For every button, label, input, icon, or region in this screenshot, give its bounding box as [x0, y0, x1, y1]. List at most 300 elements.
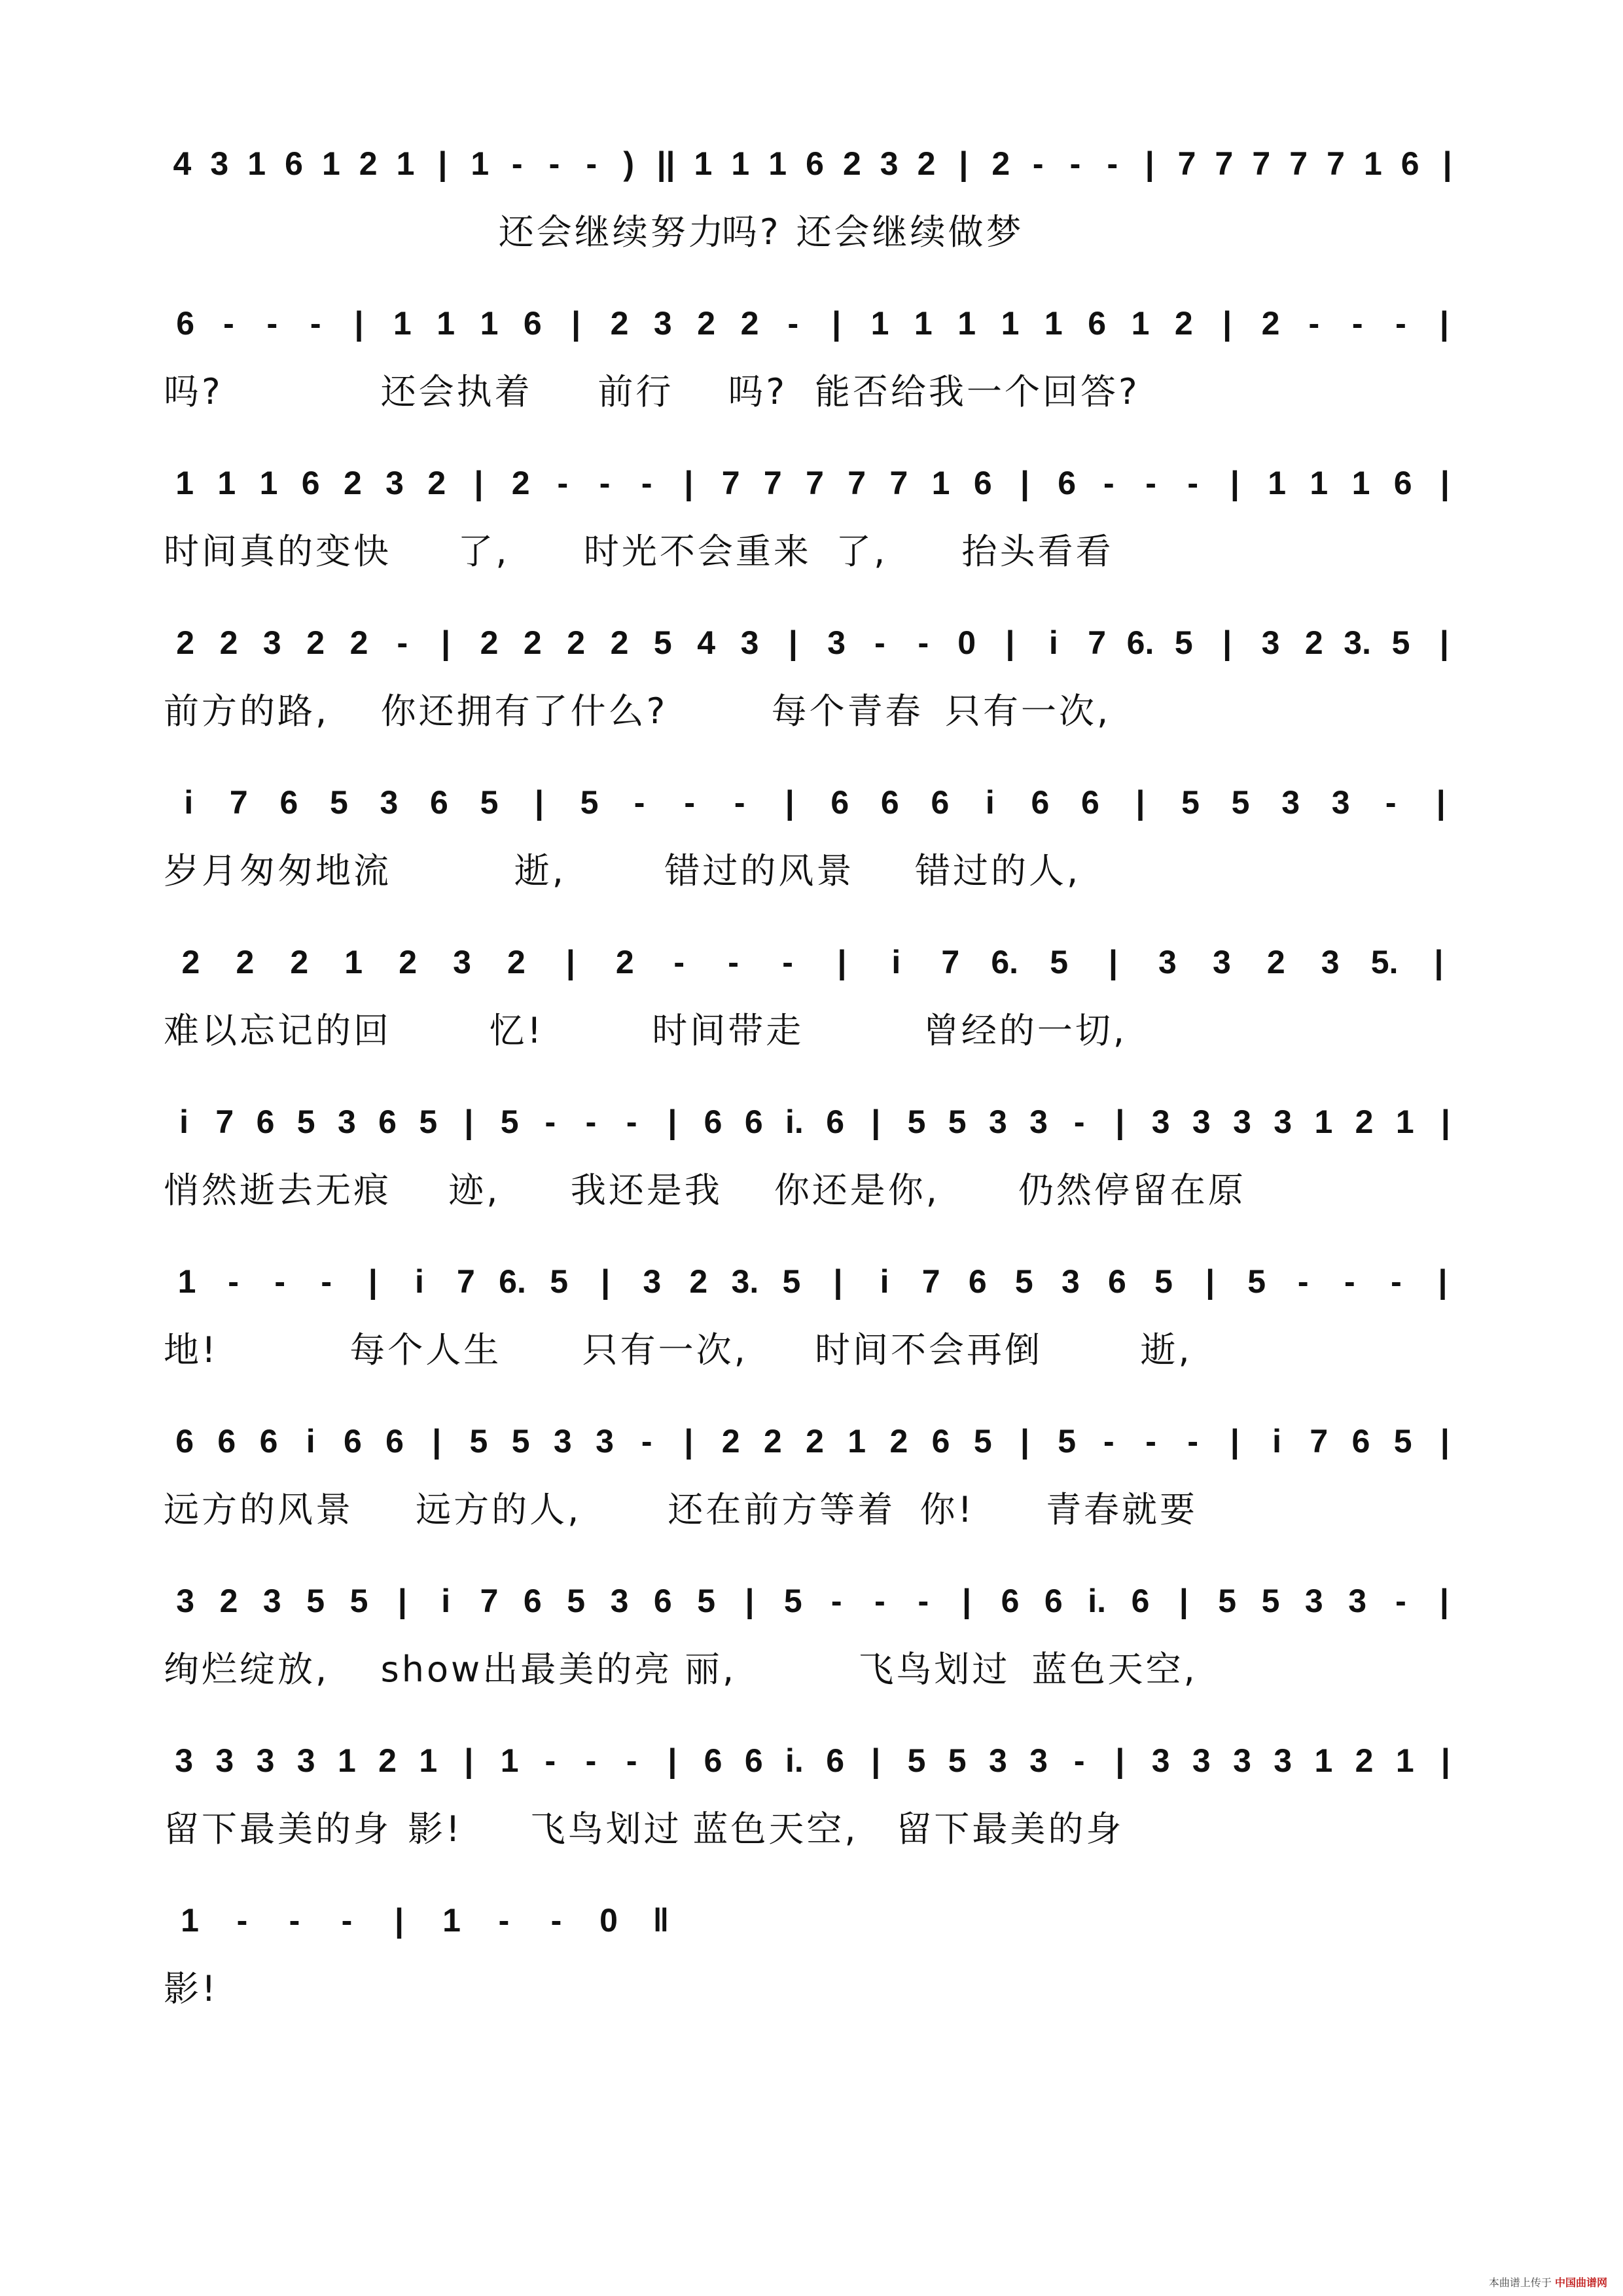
note: 1	[1351, 465, 1370, 501]
lyric-phrase: 吗?	[721, 211, 781, 253]
note: 2	[427, 465, 446, 501]
note: 1	[1131, 305, 1150, 342]
note: 1	[1395, 1103, 1414, 1140]
note: 1	[175, 465, 194, 501]
note: -	[641, 1423, 652, 1460]
note: 3	[1348, 1583, 1367, 1619]
note: 5	[329, 784, 348, 821]
barline: |	[1440, 1423, 1450, 1460]
note: 5	[1261, 1583, 1280, 1619]
note: -	[498, 1902, 510, 1939]
note: 6	[826, 1103, 844, 1140]
note: -	[626, 1742, 637, 1779]
lyric-line	[0, 689, 1623, 741]
notation-line	[0, 763, 1623, 842]
note: 5	[567, 1583, 586, 1619]
note: 1	[1395, 1742, 1414, 1779]
note: 6	[806, 145, 824, 182]
lyric-phrase: 时间不会再倒	[815, 1329, 1043, 1371]
note: 1	[1310, 465, 1329, 501]
lyric-phrase: 还会继续做梦	[796, 211, 1024, 253]
lyric-line	[0, 1487, 1623, 1539]
barline: |	[1436, 784, 1446, 821]
footer-credit	[1489, 2274, 1607, 2289]
note: 5	[1050, 944, 1069, 980]
lyric-phrase: 忆!	[489, 1010, 544, 1051]
barline: |	[1005, 624, 1015, 661]
note: 4	[173, 145, 192, 182]
note: -	[1069, 145, 1081, 182]
note: 3	[988, 1742, 1007, 1779]
note: 0	[957, 624, 976, 661]
note: 6	[704, 1103, 722, 1140]
note: -	[1145, 1423, 1156, 1460]
note: i	[1048, 624, 1058, 661]
lyric-phrase: 我还是我	[570, 1170, 722, 1211]
note: -	[585, 1742, 597, 1779]
lyric-phrase: 只有一次,	[582, 1329, 748, 1371]
note: 6	[931, 784, 950, 821]
barline: |	[1222, 305, 1232, 342]
note: 5	[1218, 1583, 1237, 1619]
note: 1	[931, 465, 950, 501]
note: 5	[306, 1583, 325, 1619]
note: 6	[378, 1103, 397, 1140]
note: -	[1073, 1103, 1085, 1140]
note: 1	[419, 1742, 438, 1779]
note: 5	[1014, 1263, 1033, 1300]
note: 2	[1355, 1103, 1374, 1140]
barline: |	[788, 624, 798, 661]
barline: |	[1439, 624, 1449, 661]
note: -	[1145, 465, 1156, 501]
barline: |	[1222, 624, 1232, 661]
note: 6	[704, 1742, 722, 1779]
lyric-phrase: 丽,	[685, 1649, 737, 1690]
note: 2	[615, 944, 634, 980]
note: 5	[1247, 1263, 1266, 1300]
note: 3	[1274, 1103, 1293, 1140]
note: 3	[596, 1423, 614, 1460]
note: 5	[550, 1263, 568, 1300]
note: -	[728, 944, 739, 980]
note: 1	[437, 305, 455, 342]
note: i	[880, 1263, 889, 1300]
barline: |	[535, 784, 544, 821]
lyric-line	[0, 369, 1623, 422]
barline: |	[1440, 1103, 1450, 1140]
note: 6.	[1126, 624, 1154, 661]
note: 2	[610, 624, 629, 661]
note: 5	[782, 1263, 801, 1300]
note: 1	[344, 944, 363, 980]
note: 3	[385, 465, 404, 501]
note: i	[306, 1423, 315, 1460]
note: 1	[1314, 1742, 1333, 1779]
barline: |	[565, 944, 575, 980]
note: -	[1103, 465, 1115, 501]
note: 7	[457, 1263, 475, 1300]
note: 2	[806, 1423, 824, 1460]
note: 1	[217, 465, 236, 501]
note: 7	[1310, 1423, 1329, 1460]
lyric-phrase: 前方的路,	[164, 691, 330, 732]
note: 2	[236, 944, 255, 980]
barline: |	[1230, 1423, 1240, 1460]
note: 3	[1281, 784, 1300, 821]
note: 2	[290, 944, 309, 980]
note: 2	[176, 624, 195, 661]
note: i.	[785, 1103, 804, 1140]
note: 6	[931, 1423, 950, 1460]
note: 2	[343, 465, 362, 501]
note: 7	[1289, 145, 1308, 182]
barline: |	[441, 624, 451, 661]
note: -	[341, 1902, 353, 1939]
note: 2	[991, 145, 1010, 182]
note: 3.	[1344, 624, 1371, 661]
note: 2	[511, 465, 530, 501]
note: 7	[721, 465, 740, 501]
notation-line	[0, 1242, 1623, 1321]
note: 2	[349, 624, 368, 661]
note: 6	[968, 1263, 987, 1300]
note: 3	[175, 1742, 193, 1779]
note: 3	[1212, 944, 1231, 980]
lyric-phrase: 时间带走	[652, 1010, 804, 1051]
note: 1	[396, 145, 415, 182]
lyric-phrase: 蓝色天空,	[692, 1808, 859, 1850]
note: 2	[1304, 624, 1323, 661]
note: -	[874, 1583, 885, 1619]
lyric-phrase: 远方的人,	[416, 1489, 582, 1530]
note: 2	[740, 305, 759, 342]
notation-line	[0, 603, 1623, 682]
note: 6	[301, 465, 320, 501]
note: 3	[1331, 784, 1350, 821]
note: -	[236, 1902, 248, 1939]
barline: |	[1020, 465, 1029, 501]
barline: |	[354, 305, 364, 342]
lyric-phrase: 还在前方等着	[668, 1489, 896, 1530]
note: -	[599, 465, 611, 501]
note: 6	[830, 784, 849, 821]
note: i	[414, 1263, 424, 1300]
note: 3	[380, 784, 399, 821]
barline: |	[1438, 1263, 1448, 1300]
barline: |	[1145, 145, 1154, 182]
note: -	[1391, 1263, 1402, 1300]
lyric-phrase: 吗?	[164, 371, 223, 412]
note: 3	[337, 1103, 356, 1140]
barline: |	[368, 1263, 378, 1300]
note: -	[918, 624, 929, 661]
barline: |	[464, 1742, 474, 1779]
note: 2	[1174, 305, 1193, 342]
note: 5	[1174, 624, 1193, 661]
lyric-line	[0, 1327, 1623, 1380]
note: 1	[914, 305, 933, 342]
note: 6	[176, 305, 195, 342]
note: 3	[1192, 1742, 1211, 1779]
note: 3	[1151, 1103, 1170, 1140]
note: 1	[471, 145, 490, 182]
note: 3	[988, 1103, 1007, 1140]
note: 7	[1177, 145, 1196, 182]
note: -	[266, 305, 278, 342]
note: -	[586, 145, 597, 182]
lyric-phrase: 错过的人,	[915, 850, 1081, 891]
note: 7	[1327, 145, 1345, 182]
note: 6	[653, 1583, 672, 1619]
barline: |	[668, 1103, 677, 1140]
note: 5	[1393, 1423, 1412, 1460]
note: 6	[880, 784, 899, 821]
note: 2	[378, 1742, 397, 1779]
note: 5	[948, 1103, 967, 1140]
note: -	[274, 1263, 285, 1300]
note: 3	[1233, 1103, 1251, 1140]
barline: |	[1109, 944, 1118, 980]
note: 5	[907, 1103, 926, 1140]
note: 5	[1058, 1423, 1077, 1460]
note: 3	[643, 1263, 662, 1300]
barline: |	[1205, 1263, 1215, 1300]
note: -	[289, 1902, 300, 1939]
note: -	[585, 1103, 597, 1140]
note: 5	[349, 1583, 368, 1619]
lyric-line	[0, 1168, 1623, 1220]
lyric-phrase: 了,	[836, 531, 888, 572]
notation-line	[0, 444, 1623, 522]
barline: |	[474, 465, 484, 501]
note: -	[544, 1742, 556, 1779]
note: 5	[697, 1583, 716, 1619]
note: -	[511, 145, 523, 182]
note: 5	[500, 1103, 519, 1140]
barline: |	[745, 1583, 755, 1619]
barline: |	[432, 1423, 442, 1460]
note: 6	[1131, 1583, 1150, 1619]
barline: ‖	[652, 1902, 669, 1939]
note: 6	[1400, 145, 1419, 182]
lyric-phrase: 影!	[408, 1808, 463, 1850]
lyric-phrase: 时间真的变快	[164, 531, 391, 572]
note: 6.	[499, 1263, 526, 1300]
note: 6	[1031, 784, 1050, 821]
barline: |	[1179, 1583, 1188, 1619]
lyric-phrase: 只有一次,	[945, 691, 1111, 732]
note: 3	[880, 145, 899, 182]
note: 2	[359, 145, 378, 182]
note: 7	[1215, 145, 1234, 182]
note: -	[1395, 1583, 1406, 1619]
lyric-phrase: 你还拥有了什么?	[380, 691, 668, 732]
note: 1	[1044, 305, 1063, 342]
note: 1	[337, 1742, 356, 1779]
lyric-phrase: 每个人生	[349, 1329, 502, 1371]
notation-line	[0, 1721, 1623, 1800]
note: 6	[1088, 305, 1107, 342]
note: 2	[889, 1423, 908, 1460]
lyric-phrase: 能否给我一个回答?	[815, 371, 1140, 412]
note: 5.	[1370, 944, 1399, 980]
note: 6	[1001, 1583, 1020, 1619]
note: 2	[610, 305, 629, 342]
barline: |	[438, 145, 448, 182]
note: 3	[553, 1423, 572, 1460]
barline: |	[959, 145, 969, 182]
note: -	[321, 1263, 332, 1300]
lyric-phrase: 曾经的一切,	[923, 1010, 1127, 1051]
note: 1	[1268, 465, 1287, 501]
note: 6	[217, 1423, 236, 1460]
note: 2	[523, 624, 542, 661]
note: 6	[430, 784, 448, 821]
note: 7	[215, 1103, 234, 1140]
lyric-line	[0, 848, 1623, 901]
note: i	[184, 784, 194, 821]
lyric-line	[0, 209, 1623, 262]
note: 5	[1231, 784, 1250, 821]
note: -	[1297, 1263, 1309, 1300]
note: i	[985, 784, 995, 821]
note: 1	[321, 145, 340, 182]
note: 1	[259, 465, 278, 501]
note: 7	[1252, 145, 1271, 182]
lyric-phrase: 青春就要	[1046, 1489, 1198, 1530]
note: 5	[907, 1742, 926, 1779]
note: 6.	[991, 944, 1019, 980]
note: -	[918, 1583, 929, 1619]
note: 3	[453, 944, 471, 980]
note: 6	[1081, 784, 1099, 821]
notation-line	[0, 284, 1623, 363]
lyric-phrase: 难以忘记的回	[164, 1010, 391, 1051]
note: -	[782, 944, 793, 980]
note: 3	[1151, 1742, 1170, 1779]
barline: |	[1230, 465, 1240, 501]
note: 7	[806, 465, 824, 501]
note: 2	[219, 624, 238, 661]
lyric-phrase: 还会继续努力	[498, 211, 726, 253]
note: 6	[523, 305, 542, 342]
lyric-phrase: 留下最美的身	[164, 1808, 391, 1850]
note: 3	[740, 624, 759, 661]
lyric-phrase: 飞鸟划过	[529, 1808, 682, 1850]
lyric-phrase: 地!	[164, 1329, 219, 1371]
note: 1	[957, 305, 976, 342]
note: 7	[480, 1583, 499, 1619]
note: i	[179, 1103, 189, 1140]
note: 3	[1029, 1742, 1048, 1779]
barline: |	[1434, 944, 1444, 980]
note: 5	[1181, 784, 1200, 821]
note: -	[1308, 305, 1320, 342]
notation-line	[0, 923, 1623, 1001]
note: -	[830, 1583, 842, 1619]
notation-line	[0, 124, 1623, 203]
lyric-phrase: 你!	[919, 1489, 975, 1530]
note: -	[734, 784, 745, 821]
lyric-phrase: 吗?	[728, 371, 787, 412]
note: -	[1187, 1423, 1199, 1460]
lyric-phrase: 迹,	[448, 1170, 501, 1211]
note: 6	[973, 465, 992, 501]
lyric-phrase: 悄然逝去无痕	[164, 1170, 391, 1211]
barline: |	[668, 1742, 677, 1779]
note: 1	[500, 1742, 519, 1779]
note: 3	[1261, 624, 1280, 661]
barline: |	[832, 305, 842, 342]
note: 7	[941, 944, 960, 980]
note: 2	[697, 305, 716, 342]
note: i.	[785, 1742, 804, 1779]
note: 5	[469, 1423, 488, 1460]
note: 6	[285, 145, 303, 182]
note: -	[874, 624, 885, 661]
barline: |	[837, 944, 847, 980]
barline: |	[1115, 1103, 1125, 1140]
note: 6	[256, 1103, 275, 1140]
note: 1	[731, 145, 750, 182]
note: 7	[763, 465, 782, 501]
lyric-phrase: 蓝色天空,	[1031, 1649, 1198, 1690]
note: i	[891, 944, 901, 980]
note: 3	[176, 1583, 195, 1619]
lyric-phrase: 岁月匆匆地流	[164, 850, 391, 891]
note: 2	[1355, 1742, 1374, 1779]
lyric-phrase: 逝,	[1140, 1329, 1192, 1371]
note: 5	[480, 784, 499, 821]
note: 2	[507, 944, 526, 980]
lyric-phrase: 影!	[164, 1968, 219, 2009]
lyric-line	[0, 1806, 1623, 1859]
note: -	[1344, 1263, 1355, 1300]
note: 2	[181, 944, 200, 980]
lyric-phrase: 你还是你,	[774, 1170, 940, 1211]
note: -	[1187, 465, 1199, 501]
note: 3	[210, 145, 229, 182]
note: 3	[1192, 1103, 1211, 1140]
note: 5	[1391, 624, 1410, 661]
note: 3	[610, 1583, 629, 1619]
note: 6	[1108, 1263, 1126, 1300]
barline: ||	[656, 145, 675, 182]
note: 6	[385, 1423, 404, 1460]
note: 2	[480, 624, 499, 661]
lyric-phrase: 绚烂绽放,	[164, 1649, 330, 1690]
notation-line	[0, 1083, 1623, 1161]
barline: |	[962, 1583, 972, 1619]
lyric-phrase: 留下最美的身	[896, 1808, 1124, 1850]
note: 6	[826, 1742, 844, 1779]
note: 3	[296, 1742, 315, 1779]
note: 3	[1304, 1583, 1323, 1619]
note: 2	[721, 1423, 740, 1460]
note: 7	[847, 465, 866, 501]
note: -	[1395, 305, 1406, 342]
note: -	[673, 944, 685, 980]
note: 5	[973, 1423, 992, 1460]
note: 1	[1314, 1103, 1333, 1140]
note: -	[641, 465, 652, 501]
note: 3	[262, 624, 281, 661]
lyric-line	[0, 1008, 1623, 1060]
note: -	[1032, 145, 1044, 182]
note: 6	[1058, 465, 1077, 501]
note: -	[633, 784, 645, 821]
